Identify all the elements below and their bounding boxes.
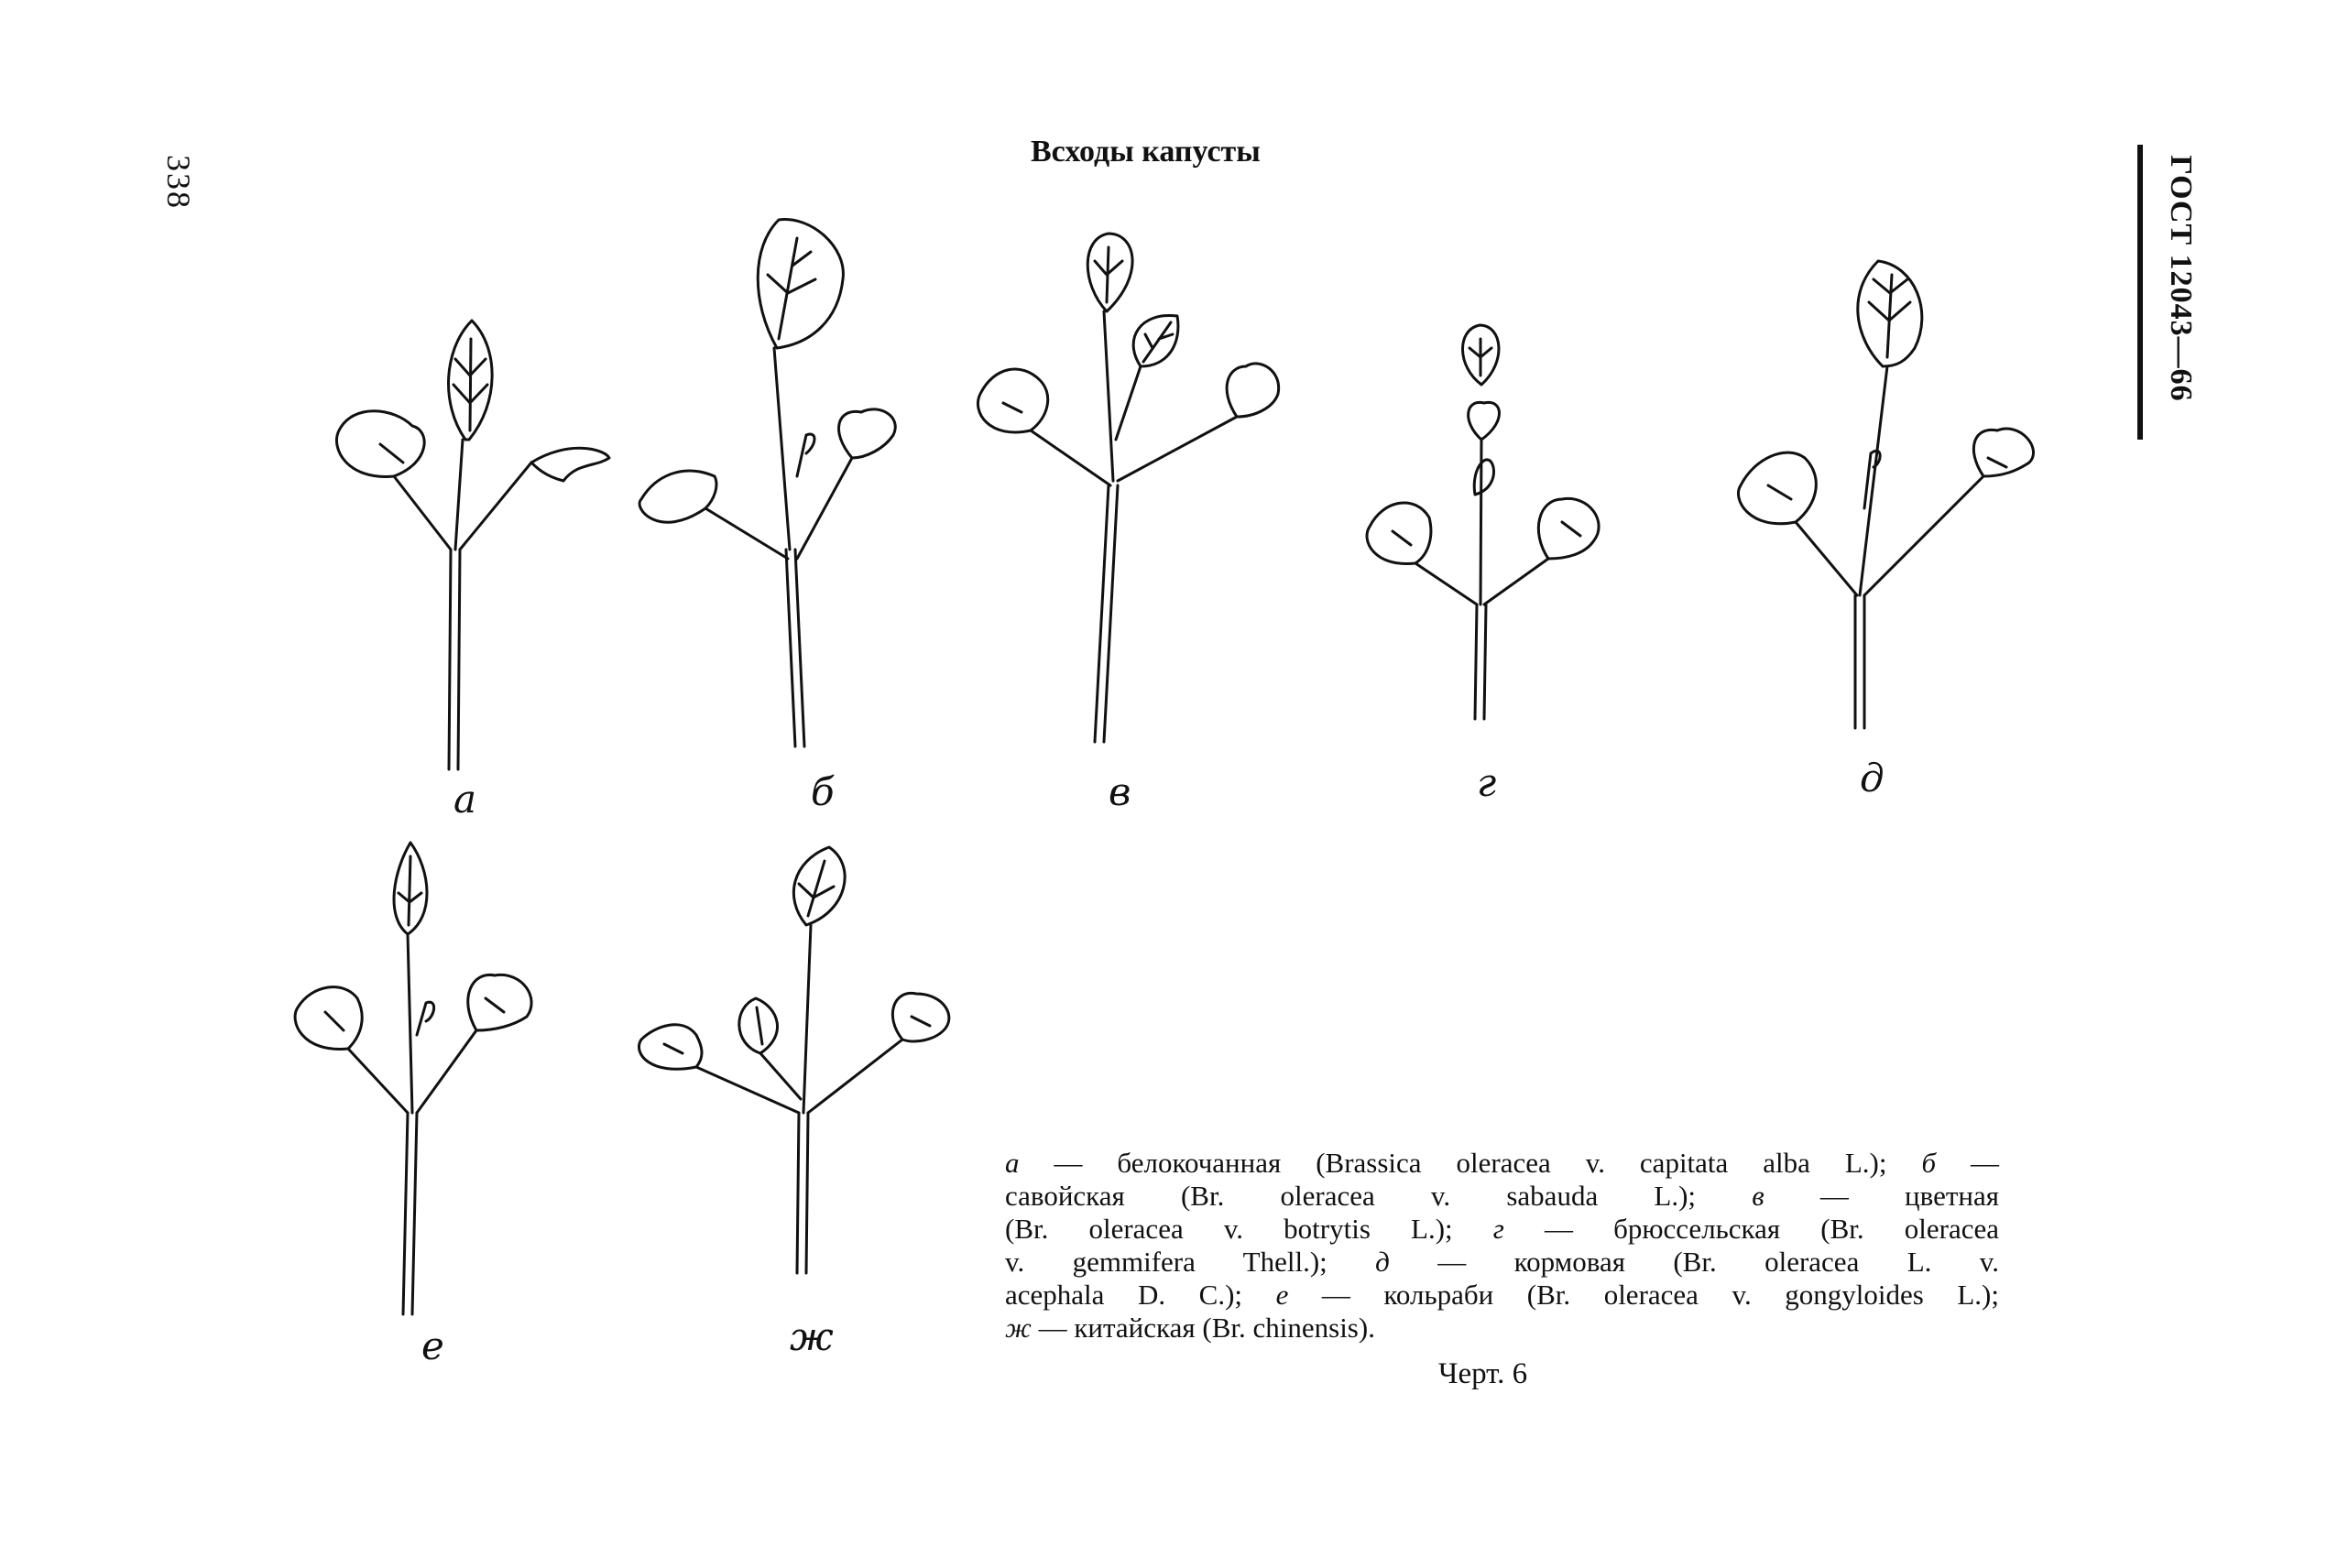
figure-caption xyxy=(1005,1147,1999,1345)
figure-letter-a: а xyxy=(453,777,477,822)
page-title: Всходы капусты xyxy=(1031,135,1261,169)
figure-letter-e: е xyxy=(421,1323,444,1368)
seedling-g-drawing xyxy=(1367,325,1599,719)
gost-standard-label: ГОСТ 12043—66 xyxy=(2164,155,2198,402)
seedling-b-drawing xyxy=(639,220,895,746)
caption-line xyxy=(1005,1279,1999,1312)
caption-letter: ж xyxy=(1005,1312,1032,1344)
caption-text: (Br. oleracea v. botrytis L.); xyxy=(1005,1213,1493,1245)
caption-text: савойская (Br. oleracea v. sabauda L.); xyxy=(1005,1180,1753,1212)
caption-letter: г xyxy=(1492,1213,1504,1245)
caption-text: — цветная xyxy=(1764,1180,2000,1212)
seedling-e-drawing xyxy=(295,843,531,1314)
caption-text: — xyxy=(1936,1147,2000,1179)
caption-text: — китайская (Br. chinensis). xyxy=(1031,1312,1375,1344)
figure-letter-b: б xyxy=(811,769,835,814)
figure-letter-d: д xyxy=(1860,756,1885,800)
caption-letter: д xyxy=(1375,1246,1390,1278)
caption-text: v. gemmifera Thell.); xyxy=(1005,1246,1376,1278)
page-number: 338 xyxy=(160,155,197,210)
caption-line xyxy=(1005,1213,1999,1246)
caption-line xyxy=(1005,1246,1999,1279)
seedling-v-drawing xyxy=(978,234,1278,742)
caption-text: — кольраби (Br. oleracea v. gongyloides L.); xyxy=(1288,1279,1999,1311)
figure-letter-zh: ж xyxy=(790,1314,834,1359)
caption-last-line xyxy=(1005,1312,1999,1345)
figure-letter-v: в xyxy=(1109,769,1131,814)
caption-line xyxy=(1005,1147,1999,1180)
caption-text: — белокочанная (Brassica oleracea v. capitata alba L.); xyxy=(1019,1147,1922,1179)
seedling-a-drawing xyxy=(337,321,610,769)
caption-text: acephala D. C.); xyxy=(1005,1279,1276,1311)
seedling-d-drawing xyxy=(1739,261,2034,728)
figure-letter-g: г xyxy=(1477,760,1497,805)
caption-text: — брюссельская (Br. oleracea xyxy=(1503,1213,1999,1245)
caption-letter: в xyxy=(1752,1180,1764,1212)
figure-label: Черт. 6 xyxy=(1438,1357,1528,1390)
caption-text: — кормовая (Br. oleracea L. v. xyxy=(1389,1246,1999,1278)
caption-letter: е xyxy=(1275,1279,1289,1311)
seedling-zh-drawing xyxy=(639,847,949,1273)
caption-letter: а xyxy=(1005,1147,1020,1179)
caption-letter: б xyxy=(1921,1147,1937,1179)
caption-line xyxy=(1005,1180,1999,1213)
